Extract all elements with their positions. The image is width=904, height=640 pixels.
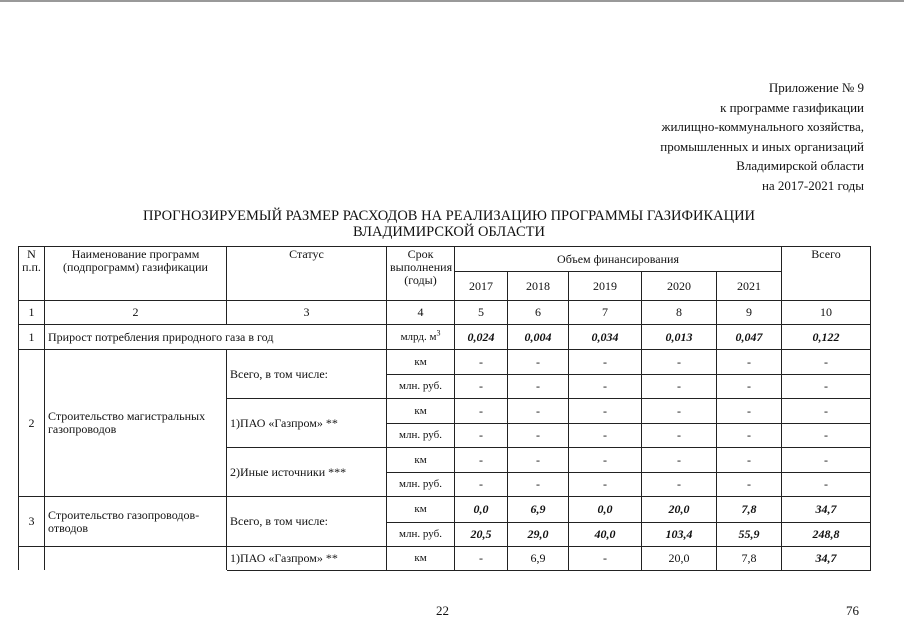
row-status: 1)ПАО «Газпром» ** xyxy=(227,547,387,571)
value-cell: - xyxy=(569,448,642,473)
value-cell: 20,0 xyxy=(642,547,717,571)
colnum: 2 xyxy=(45,301,227,325)
colnum: 6 xyxy=(508,301,569,325)
header-name: Наименование программ (подпрограмм) газификации xyxy=(45,247,227,301)
value-cell: - xyxy=(782,424,871,448)
value-cell: - xyxy=(569,473,642,497)
title-line-2: ВЛАДИМИРСКОЙ ОБЛАСТИ xyxy=(353,224,545,240)
value-cell: - xyxy=(717,424,782,448)
appendix-line: жилищно-коммунального хозяйства, xyxy=(661,119,864,134)
value-cell: - xyxy=(782,350,871,375)
row-unit: млрд. $м^3$ xyxy=(387,325,455,350)
row-unit: млн. руб. xyxy=(387,473,455,497)
value-cell: - xyxy=(717,375,782,399)
value-cell: 6,9 xyxy=(508,497,569,523)
value-cell: - xyxy=(569,399,642,424)
row-unit: млн. руб. xyxy=(387,424,455,448)
row-unit: км xyxy=(387,497,455,523)
row-num: 1 xyxy=(19,325,45,350)
colnum: 10 xyxy=(782,301,871,325)
row-num-cont xyxy=(19,547,45,571)
value-cell: 6,9 xyxy=(508,547,569,571)
value-cell: - xyxy=(455,375,508,399)
row-unit: км xyxy=(387,448,455,473)
value-cell: - xyxy=(782,375,871,399)
value-cell: 248,8 xyxy=(782,523,871,547)
table-row xyxy=(19,350,871,375)
colnum: 7 xyxy=(569,301,642,325)
table-row xyxy=(19,497,871,523)
value-cell: - xyxy=(508,448,569,473)
header-year: 2021 xyxy=(717,272,782,301)
value-cell: - xyxy=(569,350,642,375)
value-cell: 34,7 xyxy=(782,497,871,523)
row-status: Всего, в том числе: xyxy=(227,350,387,399)
value-cell: 103,4 xyxy=(642,523,717,547)
title-line-1: ПРОГНОЗИРУЕМЫЙ РАЗМЕР РАСХОДОВ НА РЕАЛИЗАЦИЮ ПРОГРАММЫ ГАЗИФИКАЦИИ xyxy=(142,208,756,224)
row-unit: км xyxy=(387,547,455,571)
row-name-cont xyxy=(45,547,227,571)
appendix-line: Приложение № 9 xyxy=(768,80,864,95)
row-status: Всего, в том числе: xyxy=(227,497,387,547)
colnum: 3 xyxy=(227,301,387,325)
value-cell: - xyxy=(569,547,642,571)
value-cell: 7,8 xyxy=(717,497,782,523)
value-cell: - xyxy=(455,350,508,375)
header-year: 2017 xyxy=(455,272,508,301)
value-cell: - xyxy=(569,375,642,399)
appendix-line: на 2017-2021 годы xyxy=(761,177,864,193)
value-cell: 34,7 xyxy=(782,547,871,571)
value-cell: 40,0 xyxy=(569,523,642,547)
value-cell: 20,5 xyxy=(455,523,508,547)
row-status: 1)ПАО «Газпром» ** xyxy=(227,399,387,448)
row-name: Прирост потребления природного газа в год xyxy=(45,325,387,350)
page-number: 22 xyxy=(436,603,449,618)
colnum: 1 xyxy=(19,301,45,325)
row-unit: км xyxy=(387,350,455,375)
value-cell: - xyxy=(782,473,871,497)
value-cell: 0,0 xyxy=(569,497,642,523)
value-cell: - xyxy=(642,473,717,497)
value-cell: 0,004 xyxy=(508,325,569,350)
appendix-line: Владимирской области xyxy=(736,158,864,173)
colnum: 9 xyxy=(717,301,782,325)
value-cell: - xyxy=(455,424,508,448)
header-term: Срок выполнения (годы) xyxy=(387,247,455,301)
header-num: N п.п. xyxy=(19,247,45,301)
row-status: 2)Иные источники *** xyxy=(227,448,387,497)
value-cell: - xyxy=(455,448,508,473)
row-name: Строительство магистральных газопроводов xyxy=(45,350,227,497)
value-cell: 0,0 xyxy=(455,497,508,523)
value-cell: 0,024 xyxy=(455,325,508,350)
value-cell: - xyxy=(508,375,569,399)
header-row xyxy=(19,247,871,272)
expenses-table xyxy=(18,246,871,571)
value-cell: - xyxy=(642,399,717,424)
table-row xyxy=(19,325,871,350)
header-total: Всего xyxy=(782,247,871,301)
value-cell: - xyxy=(782,448,871,473)
header-status: Статус xyxy=(227,247,387,301)
header-funding: Объем финансирования xyxy=(455,247,782,272)
value-cell: - xyxy=(782,399,871,424)
colnum: 5 xyxy=(455,301,508,325)
appendix-line: к программе газификации xyxy=(720,99,864,115)
value-cell: - xyxy=(717,448,782,473)
top-rule xyxy=(0,0,904,2)
column-number-row xyxy=(19,301,871,325)
sheet-number: 76 xyxy=(846,603,859,618)
row-unit: км xyxy=(387,399,455,424)
value-cell: - xyxy=(508,473,569,497)
value-cell: - xyxy=(455,399,508,424)
value-cell: - xyxy=(717,350,782,375)
table-row xyxy=(19,547,871,571)
value-cell: - xyxy=(508,350,569,375)
colnum: 8 xyxy=(642,301,717,325)
value-cell: 29,0 xyxy=(508,523,569,547)
value-cell: - xyxy=(717,473,782,497)
value-cell: - xyxy=(642,375,717,399)
row-num: 2 xyxy=(19,350,45,497)
appendix-line: промышленных и иных организаций xyxy=(660,138,864,154)
value-cell: 0,047 xyxy=(717,325,782,350)
value-cell: - xyxy=(508,424,569,448)
value-cell: 7,8 xyxy=(717,547,782,571)
colnum: 4 xyxy=(387,301,455,325)
value-cell: - xyxy=(642,448,717,473)
value-cell: - xyxy=(569,424,642,448)
value-cell: - xyxy=(455,547,508,571)
value-cell: - xyxy=(642,424,717,448)
value-cell: 20,0 xyxy=(642,497,717,523)
header-year: 2020 xyxy=(642,272,717,301)
document-title xyxy=(28,208,870,240)
value-cell: 0,122 xyxy=(782,325,871,350)
value-cell: - xyxy=(455,473,508,497)
value-cell: 0,013 xyxy=(642,325,717,350)
value-cell: 0,034 xyxy=(569,325,642,350)
row-unit: млн. руб. xyxy=(387,523,455,547)
row-unit: млн. руб. xyxy=(387,375,455,399)
value-cell: - xyxy=(717,399,782,424)
header-year: 2019 xyxy=(569,272,642,301)
header-year: 2018 xyxy=(508,272,569,301)
row-num: 3 xyxy=(19,497,45,547)
value-cell: - xyxy=(642,350,717,375)
appendix-heading xyxy=(564,78,864,195)
row-name: Строительство газопроводов-отводов xyxy=(45,497,227,547)
value-cell: 55,9 xyxy=(717,523,782,547)
value-cell: - xyxy=(508,399,569,424)
